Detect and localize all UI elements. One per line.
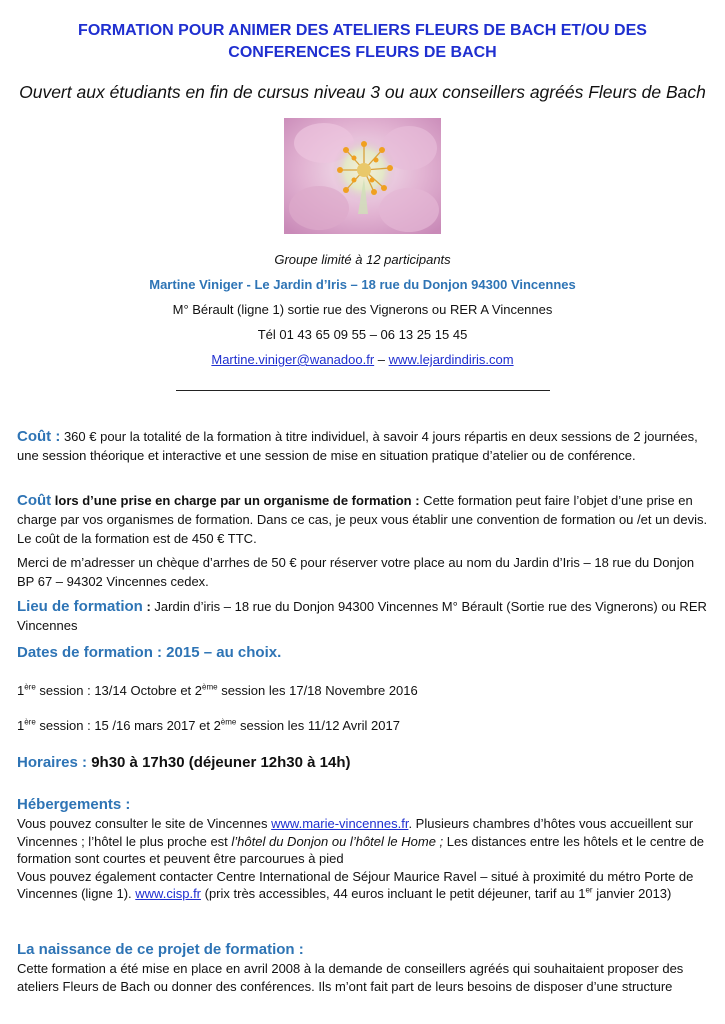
naissance-heading: La naissance de ce projet de formation :: [17, 941, 304, 958]
heb-sup: er: [585, 885, 593, 895]
cisp-link[interactable]: www.cisp.fr: [135, 886, 202, 901]
website-link[interactable]: www.lejardindiris.com: [388, 352, 514, 367]
session2-end: session les 11/12 Avril 2017: [236, 718, 400, 733]
flower-photo: [284, 118, 441, 234]
session1-sup1: ère: [24, 682, 36, 692]
heb-text-b: . Plusieurs chambres d’hôtes vous accueillent sur Vincennes ; l’hôtel le plus proche est: [17, 816, 694, 849]
contact-address: Martine Viniger - Le Jardin d’Iris – 18 rue du Donjon 94300 Vincennes: [149, 277, 576, 292]
lieu-label: Lieu de formation: [17, 598, 143, 615]
title-line-1: FORMATION POUR ANIMER DES ATELIERS FLEURS DE BACH ET/OU DES: [78, 22, 647, 39]
group-limit: Groupe limité à 12 participants: [274, 252, 451, 267]
session-line-2: [17, 716, 709, 735]
naissance-paragraph: Cette formation a été mise en place en avril 2008 à la demande de conseillers agréés qui souhaitaient proposer des ateliers Fleurs de Bach ou donner des conférences. Ils m’ont fait part de leurs besoins de disposer d’une structure: [17, 961, 684, 994]
session1-num: 1: [17, 683, 25, 698]
heb-text-a: Vous pouvez consulter le site de Vincennes: [17, 816, 272, 831]
contact-links: [0, 352, 725, 368]
session2-mid: session : 15 /16 mars 2017 et 2: [35, 718, 221, 733]
heb-text-c: Les distances entre les hôtels et le centre de formation sont courtes et peuvent être parcourues à pied: [17, 833, 705, 866]
subtitle: Ouvert aux étudiants en fin de cursus niveau 3 ou aux conseillers agréés Fleurs de Bach: [19, 82, 706, 102]
heb-text-e: (prix très accessibles, 44 euros incluant le petit déjeuner, tarif au 1: [201, 886, 586, 901]
session1-end: session les 17/18 Novembre 2016: [217, 683, 418, 698]
separator-line: [176, 390, 550, 391]
hebergements-heading: Hébergements :: [17, 796, 131, 813]
heb-text-d: Vous pouvez également contacter Centre International de Séjour Maurice Ravel – situé à proximité du métro Porte de Vincennes (ligne 1).: [17, 868, 694, 901]
cout-organisme: [17, 491, 709, 548]
heb-hotels: l’hôtel du Donjon ou l’hôtel le Home ;: [231, 833, 444, 849]
session1-mid: session : 13/14 Octobre et 2: [35, 683, 203, 698]
cout2-label: Coût: [17, 492, 52, 509]
lieu-text: Jardin d’iris – 18 rue du Donjon 94300 Vincennes M° Bérault (Sortie rue des Vignerons) ou RER Vincennes: [17, 599, 707, 633]
cout-text: 360 € pour la totalité de la formation à titre individuel, à savoir 4 jours répartis en deux sessions de 2 journées, une session théorique et interactive et une session de mise en situation pratique d’atelier ou de conférence.: [17, 429, 698, 463]
heb-text-f: janvier 2013): [592, 886, 672, 901]
document-title: [0, 20, 725, 64]
vincennes-link[interactable]: www.marie-vincennes.fr: [271, 816, 409, 831]
session1-sup2: ème: [202, 682, 218, 692]
dates-heading: Dates de formation : 2015 – au choix.: [17, 644, 282, 661]
links-separator: –: [374, 352, 389, 367]
horaires-label: Horaires :: [17, 754, 88, 771]
session-line-1: [17, 681, 709, 700]
horaires-line: [17, 753, 709, 772]
session2-sup2: ème: [220, 717, 237, 727]
lieu-paragraph: [17, 597, 709, 635]
title-line-2: CONFERENCES FLEURS DE BACH: [228, 44, 497, 61]
contact-metro: M° Bérault (ligne 1) sortie rue des Vignerons ou RER A Vincennes: [172, 302, 553, 317]
arrhes-paragraph: Merci de m’adresser un chèque d’arrhes de 50 € pour réserver votre place au nom du Jardin d’Iris – 18 rue du Donjon BP 67 – 94302 Vincennes cedex.: [17, 555, 695, 589]
horaires-text: 9h30 à 17h30 (déjeuner 12h30 à 14h): [87, 754, 351, 771]
email-link[interactable]: Martine.viniger@wanadoo.fr: [211, 352, 375, 367]
session2-num: 1: [17, 718, 25, 733]
session2-sup1: ère: [24, 717, 36, 727]
cout2-text: Cette formation peut faire l’objet d’une prise en charge par vos organismes de formation. Dans ce cas, je peux vous établir une convention de formation ou /et un devis. Le coût de la formation est de 450 € TTC.: [17, 493, 708, 546]
cout-individual: [17, 427, 709, 465]
cout-label: Coût :: [17, 428, 61, 445]
cout2-bold-text: lors d’une prise en charge par un organisme de formation :: [51, 493, 420, 508]
contact-phone: Tél 01 43 65 09 55 – 06 13 25 15 45: [257, 327, 468, 342]
hebergements-paragraph: [17, 815, 709, 903]
lieu-colon: :: [142, 599, 151, 614]
